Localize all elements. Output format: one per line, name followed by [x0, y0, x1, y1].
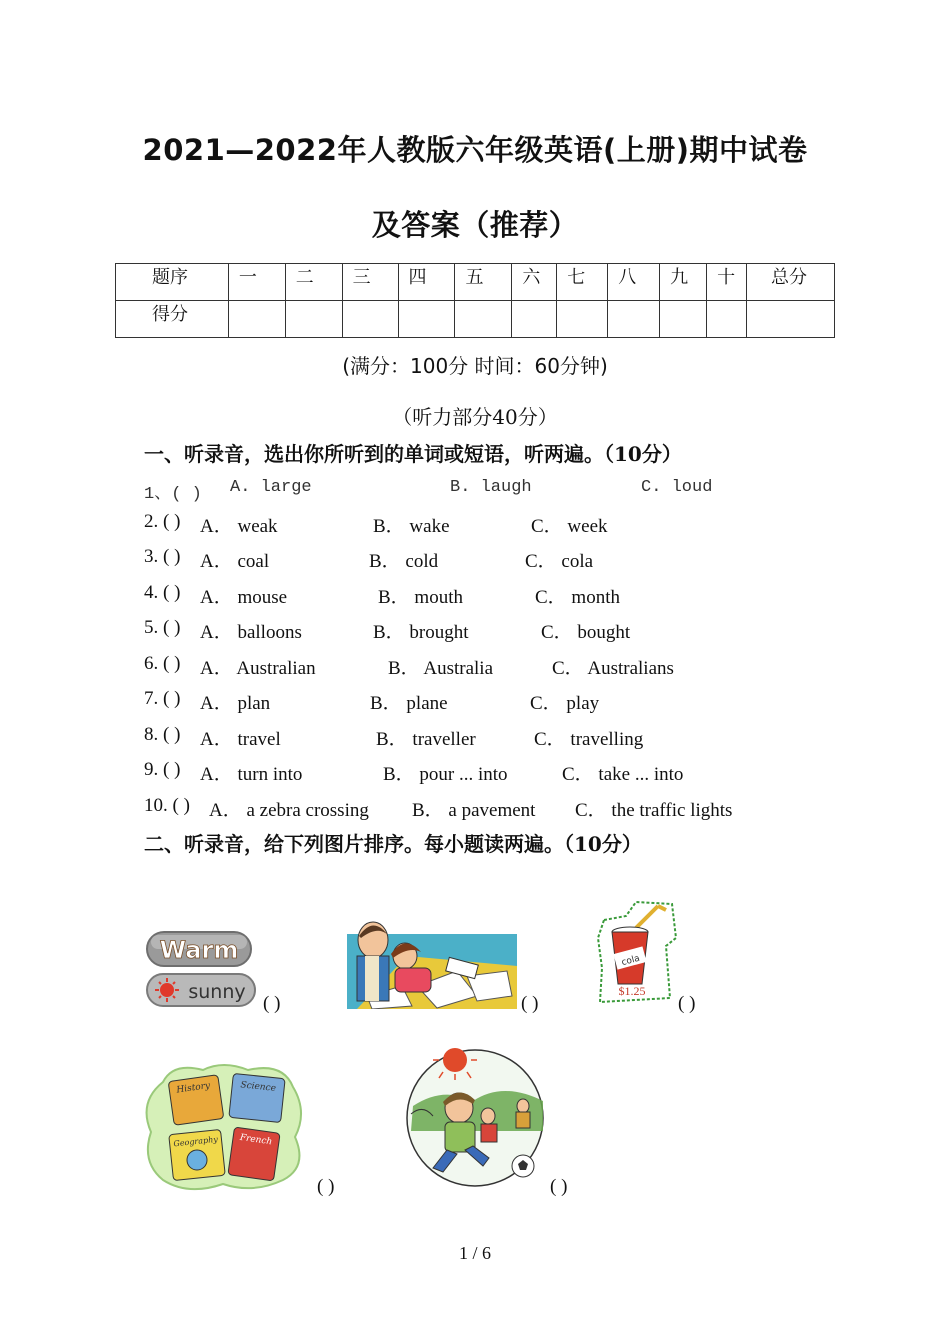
option-a[interactable]: A． weak: [200, 516, 278, 537]
option-a[interactable]: A． turn into: [200, 764, 303, 785]
table-cell: 二: [285, 264, 342, 301]
price-label: $1.25: [618, 984, 646, 998]
option-c[interactable]: C. loud: [641, 478, 713, 497]
weather-warm-sunny-image: [145, 928, 260, 1010]
answer-paren-5[interactable]: ( ): [550, 1176, 568, 1197]
table-cell: 五: [455, 264, 512, 301]
option-b[interactable]: B． a pavement: [412, 800, 536, 821]
option-a[interactable]: A． balloons: [200, 622, 302, 643]
score-table-header-row: [116, 264, 835, 301]
option-b[interactable]: B． traveller: [376, 729, 476, 750]
warm-label: Warm: [159, 936, 239, 964]
question-4-number: 4. ( ): [144, 582, 181, 603]
table-cell: 十: [707, 264, 747, 301]
question-2-number: 2. ( ): [144, 511, 181, 532]
score-cell[interactable]: [285, 301, 342, 338]
boy-playing-football-image: [403, 1046, 548, 1188]
question-7-number: 7. ( ): [144, 688, 181, 709]
science-label: Science: [239, 1080, 277, 1094]
sun-icon: [443, 1048, 467, 1072]
table-cell: 九: [660, 264, 707, 301]
table-cell: 七: [557, 264, 608, 301]
option-b[interactable]: B． pour ... into: [383, 764, 508, 785]
question-number: 1、( ): [144, 485, 202, 504]
option-a[interactable]: A． plan: [200, 693, 271, 714]
section1-title: 一、听录音，选出你所听到的单词或短语，听两遍。（10分）: [144, 442, 682, 466]
page-subtitle: 及答案（推荐）: [371, 208, 579, 242]
table-cell: 一: [228, 264, 285, 301]
score-cell[interactable]: [398, 301, 455, 338]
page-title: 2021—2022年人教版六年级英语(上册)期中试卷: [142, 133, 808, 167]
option-a[interactable]: A． mouse: [200, 587, 288, 608]
question-9-number: 9. ( ): [144, 759, 181, 780]
score-table: [115, 263, 835, 338]
option-a[interactable]: A. large: [230, 478, 312, 497]
option-c[interactable]: C． bought: [541, 622, 631, 643]
table-cell: 八: [608, 264, 660, 301]
answer-paren-3[interactable]: ( ): [678, 993, 696, 1014]
score-cell[interactable]: [747, 301, 835, 338]
school-books-image: [143, 1062, 305, 1192]
question-6-number: 6. ( ): [144, 653, 181, 674]
option-c[interactable]: C． the traffic lights: [575, 800, 733, 821]
answer-paren-2[interactable]: ( ): [521, 993, 539, 1014]
french-label: French: [239, 1132, 273, 1148]
option-b[interactable]: B． cold: [369, 551, 439, 572]
history-label: History: [175, 1080, 211, 1096]
score-cell[interactable]: [228, 301, 285, 338]
option-a[interactable]: A． travel: [200, 729, 281, 750]
option-b[interactable]: B. laugh: [450, 478, 532, 497]
option-c[interactable]: C． cola: [525, 551, 594, 572]
score-cell[interactable]: [660, 301, 707, 338]
answer-paren-4[interactable]: ( ): [317, 1176, 335, 1197]
option-c[interactable]: C． week: [531, 516, 608, 537]
table-cell: 六: [512, 264, 557, 301]
option-b[interactable]: B． mouth: [378, 587, 463, 608]
sunny-label: sunny: [188, 981, 246, 1003]
table-cell-label: 得分: [116, 301, 229, 338]
children-drawing-image: [347, 916, 517, 1009]
score-cell[interactable]: [707, 301, 747, 338]
option-c[interactable]: C． month: [535, 587, 620, 608]
question-1: [144, 478, 202, 504]
table-cell: 三: [342, 264, 398, 301]
section2-title: 二、听录音，给下列图片排序。每小题读两遍。（10分）: [144, 832, 642, 856]
score-cell[interactable]: [342, 301, 398, 338]
score-cell[interactable]: [557, 301, 608, 338]
question-3-number: 3. ( ): [144, 546, 181, 567]
option-a[interactable]: A． coal: [200, 551, 270, 572]
option-c[interactable]: C． take ... into: [562, 764, 684, 785]
sun-icon: [160, 983, 174, 997]
table-cell: 四: [398, 264, 455, 301]
option-b[interactable]: B． plane: [370, 693, 448, 714]
cola-cup-image: [596, 898, 678, 1006]
full-score-note: (满分：100分 时间：60分钟): [342, 354, 608, 378]
option-b[interactable]: B． Australia: [388, 658, 494, 679]
question-10-number: 10. ( ): [144, 795, 190, 816]
score-cell[interactable]: [455, 301, 512, 338]
table-cell-label: 题序: [116, 264, 229, 301]
score-table-score-row: [116, 301, 835, 338]
option-c[interactable]: C． travelling: [534, 729, 644, 750]
score-cell[interactable]: [608, 301, 660, 338]
option-b[interactable]: B． wake: [373, 516, 450, 537]
question-8-number: 8. ( ): [144, 724, 181, 745]
question-5-number: 5. ( ): [144, 617, 181, 638]
cola-label: cola: [620, 953, 641, 969]
option-c[interactable]: C． play: [530, 693, 600, 714]
option-b[interactable]: B． brought: [373, 622, 469, 643]
option-a[interactable]: A． a zebra crossing: [209, 800, 369, 821]
table-cell-total: 总分: [747, 264, 835, 301]
listening-header: （听力部分40分）: [392, 405, 558, 429]
score-cell[interactable]: [512, 301, 557, 338]
option-a[interactable]: A． Australian: [200, 658, 316, 679]
page-number: 1 / 6: [458, 1243, 491, 1263]
option-c[interactable]: C． Australians: [552, 658, 674, 679]
geography-label: Geography: [173, 1134, 219, 1149]
answer-paren-1[interactable]: ( ): [263, 993, 281, 1014]
